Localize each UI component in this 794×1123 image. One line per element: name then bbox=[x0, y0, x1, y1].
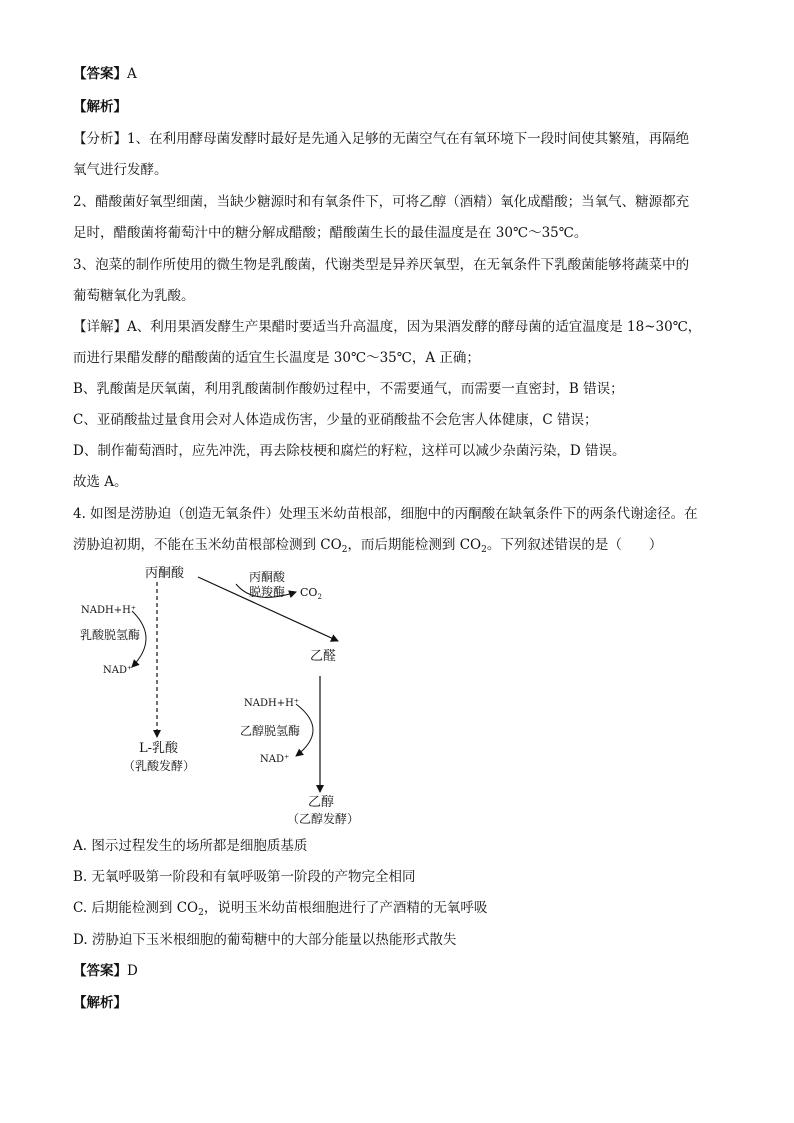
question-sub2: 2 bbox=[481, 545, 487, 555]
question-sub1: 2 bbox=[341, 545, 348, 555]
question-text-part3: 。下列叙述错误的是（ ） bbox=[486, 537, 663, 553]
footer-answer-value: D bbox=[127, 963, 138, 979]
analysis-p2b: 足时，醋酸菌将葡萄汁中的糖分解成醋酸；醋酸菌生长的最佳温度是在 30℃～35℃。 bbox=[73, 225, 588, 241]
option-c-sub: 2 bbox=[198, 908, 204, 918]
footer-answer-label: 【答案】 bbox=[73, 963, 127, 979]
detail-p3: C、亚硝酸盐过量食用会对人体造成伤害，少量的亚硝酸盐不会危害人体健康，C 错误； bbox=[73, 412, 598, 428]
detail-p2: B、乳酸菌是厌氧菌，利用乳酸菌制作酸奶过程中，不需要通气，而需要一直密封，B 错误； bbox=[73, 381, 624, 397]
ethanol-fermentation-label: （乙醇发酵） bbox=[287, 812, 360, 826]
nad-right-label: NAD⁺ bbox=[260, 754, 290, 765]
detail-p1a: 【详解】A、利用果酒发酵生产果醋时要适当升高温度，因为果酒发酵的酵母菌的适宜温度是 18~30℃， bbox=[73, 319, 702, 335]
analysis-p3b: 葡萄糖氧化为乳酸。 bbox=[73, 288, 195, 304]
adh-label: 乙醇脱氢酶 bbox=[240, 724, 301, 738]
nadh-left-label: NADH+H⁺ bbox=[81, 605, 137, 616]
question-text-part1: 涝胁迫初期，不能在玉米幼苗根部检测到 CO bbox=[73, 537, 342, 553]
question-line-1: 4. 如图是涝胁迫（创造无氧条件）处理玉米幼苗根部，细胞中的丙酮酸在缺氧条件下的两条代谢途径。在 bbox=[73, 506, 698, 522]
option-b: B. 无氧呼吸第一阶段和有氧呼吸第一阶段的产物完全相同 bbox=[73, 869, 416, 885]
option-c-part2: ，说明玉米幼苗根细胞进行了产酒精的无氧呼吸 bbox=[203, 900, 488, 916]
detail-p1b: 而进行果醋发酵的醋酸菌的适宜生长温度是 30℃～35℃，A 正确； bbox=[73, 350, 480, 366]
analysis-heading: 【解析】 bbox=[73, 99, 127, 115]
nad-left-label: NAD⁺ bbox=[103, 665, 133, 676]
answer-label: 【答案】 bbox=[73, 66, 127, 82]
lactate-fermentation-label: （乳酸发酵） bbox=[123, 759, 196, 773]
detail-p4: D、制作葡萄酒时，应先冲洗，再去除枝梗和腐烂的籽粒，这样可以减少杂菌污染，D 错误。 bbox=[73, 443, 626, 459]
option-c bbox=[73, 898, 487, 920]
analysis-p1b: 氧气进行发酵。 bbox=[73, 162, 168, 178]
nadh-right-label: NADH+H⁺ bbox=[244, 698, 300, 709]
option-c-part1: C. 后期能检测到 CO bbox=[73, 900, 199, 916]
footer-analysis-heading: 【解析】 bbox=[73, 995, 127, 1011]
lactate-label: L-乳酸 bbox=[139, 741, 179, 756]
detail-choose: 故选 A。 bbox=[73, 474, 128, 490]
analysis-p2a: 2、醋酸菌好氧型细菌，当缺少糖源时和有氧条件下，可将乙醇（酒精）氧化成醋酸；当氧气、糖源都充 bbox=[73, 194, 690, 210]
answer-value: A bbox=[127, 66, 137, 82]
option-d: D. 涝胁迫下玉米根细胞的葡萄糖中的大部分能量以热能形式散失 bbox=[73, 932, 457, 948]
footer-answer-line bbox=[73, 961, 138, 981]
pdc-label-line2: 脱羧酶 bbox=[249, 585, 286, 599]
acetaldehyde-label: 乙醛 bbox=[310, 649, 337, 664]
co2-label: $CO_2$ bbox=[300, 586, 322, 601]
option-a: A. 图示过程发生的场所都是细胞质基质 bbox=[73, 838, 308, 854]
pyruvate-label: 丙酮酸 bbox=[145, 566, 185, 581]
analysis-p3a: 3、泡菜的制作所使用的微生物是乳酸菌，代谢类型是异养厌氧型，在无氧条件下乳酸菌能够将蔬菜中的 bbox=[73, 257, 690, 273]
pdc-label-line1: 丙酮酸 bbox=[249, 570, 286, 584]
question-text-part2: ，而后期能检测到 CO bbox=[347, 537, 482, 553]
ldh-label: 乳酸脱氢酶 bbox=[80, 628, 141, 642]
analysis-p1a: 【分析】1、在利用酵母菌发酵时最好是先通入足够的无菌空气在有氧环境下一段时间使其繁殖，再隔绝 bbox=[73, 131, 690, 147]
ethanol-label: 乙醇 bbox=[308, 795, 335, 810]
